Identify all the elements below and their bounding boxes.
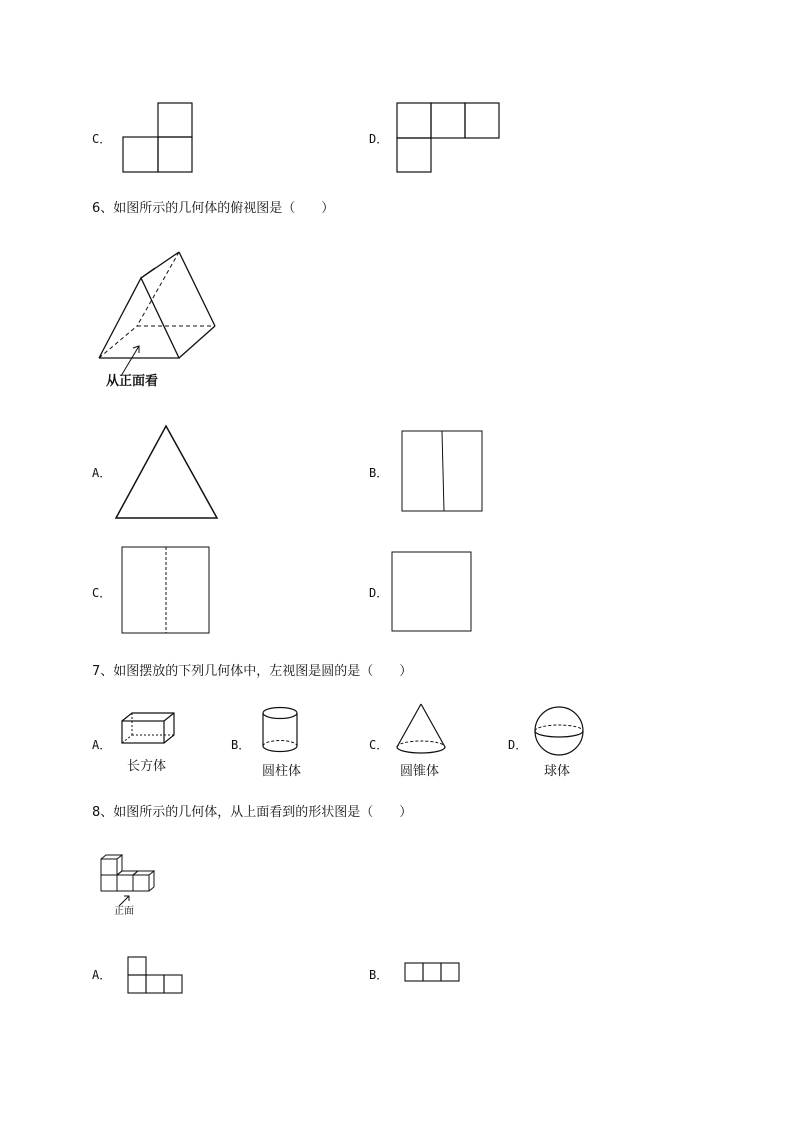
q7-option-c-label[interactable]: C． xyxy=(369,738,389,752)
q6-option-c-label[interactable]: C． xyxy=(92,586,112,600)
q6-option-a-label[interactable]: A． xyxy=(92,466,112,480)
q6-option-b-label[interactable]: B． xyxy=(369,466,389,480)
q8-option-b-label[interactable]: B． xyxy=(369,968,389,982)
q8-cubes-figure xyxy=(99,854,159,914)
q7-sphere-figure[interactable] xyxy=(534,706,588,760)
q6-option-d-label[interactable]: D． xyxy=(369,586,389,600)
q6-option-d-square[interactable] xyxy=(391,551,474,634)
q7-cylinder-figure[interactable] xyxy=(261,706,301,754)
q7-caption-sphere: 球体 xyxy=(544,764,571,779)
q7-option-b-label[interactable]: B． xyxy=(231,738,251,752)
q7-cone-figure[interactable] xyxy=(395,702,449,756)
q8-front-label: 正面 xyxy=(114,906,134,917)
q8-option-a-label[interactable]: A． xyxy=(92,968,112,982)
q7-caption-cone: 圆锥体 xyxy=(400,764,440,779)
q7-option-d-label[interactable]: D． xyxy=(508,738,528,752)
q8-option-a-figure[interactable] xyxy=(127,956,185,996)
q6-stem: 6、如图所示的几何体的俯视图是（ ） xyxy=(92,201,335,216)
q5-option-c-figure[interactable] xyxy=(122,102,194,174)
q7-caption-cuboid: 长方体 xyxy=(127,759,167,774)
q6-option-b-figure[interactable] xyxy=(401,430,485,514)
q8-option-b-figure[interactable] xyxy=(404,962,462,984)
q6-option-c-figure[interactable] xyxy=(121,546,213,636)
q7-stem: 7、如图摆放的下列几何体中，左视图是圆的是（ ） xyxy=(92,664,413,679)
q7-option-a-label[interactable]: A． xyxy=(92,738,112,752)
q6-prism-figure xyxy=(95,250,220,362)
q5-option-c-label[interactable]: C． xyxy=(92,132,112,146)
q7-caption-cylinder: 圆柱体 xyxy=(262,764,302,779)
q8-stem: 8、如图所示的几何体，从上面看到的形状图是（ ） xyxy=(92,805,413,820)
q5-option-d-figure[interactable] xyxy=(396,102,502,174)
q7-cuboid-figure[interactable] xyxy=(120,711,176,747)
q6-front-label: 从正面看 xyxy=(106,374,159,389)
q5-option-d-label[interactable]: D． xyxy=(369,132,389,146)
q6-option-a-triangle[interactable] xyxy=(114,424,220,522)
